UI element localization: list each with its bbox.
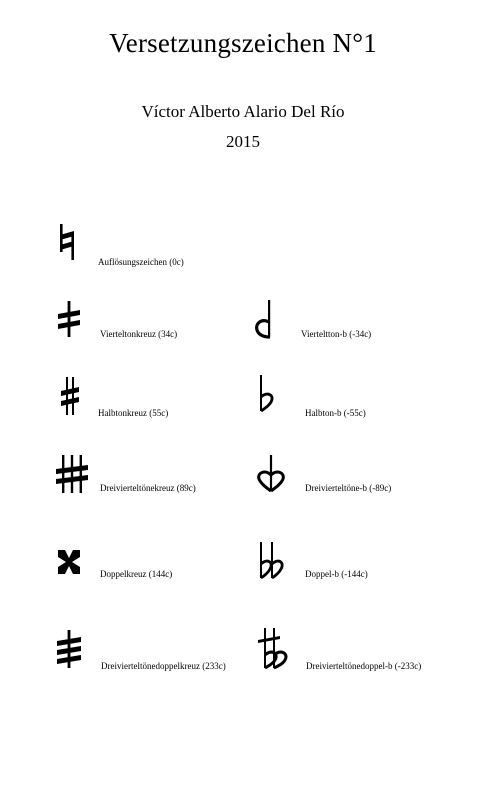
three-quarter-double-flat-icon [258,628,292,668]
three-quarter-double-sharp-label: Dreivierteltönedoppelkreuz (233c) [101,661,226,671]
author-name: Víctor Alberto Alario Del Río [141,102,345,121]
three-quarter-flat-icon [256,455,286,491]
three-quarter-double-sharp-icon [57,630,81,668]
three-quarter-sharp-label: Dreivierteltönekreuz (89c) [100,483,196,493]
double-sharp-label: Doppelkreuz (144c) [100,569,173,579]
year: 2015 [226,132,260,151]
flat-label: Halbton-b (-55c) [305,408,366,418]
three-quarter-sharp-icon [56,455,88,493]
flat-icon [259,375,275,411]
sharp-label: Halbtonkreuz (55c) [98,408,169,418]
quarter-sharp-label: Vierteltonkreuz (34c) [100,329,178,339]
sharp-icon [61,377,79,415]
natural-icon [58,224,78,260]
page-title: Versetzungszeichen N°1 [109,28,377,58]
natural-label: Auflösungszeichen (0c) [98,257,184,267]
three-quarter-double-flat-label: Dreivierteltönedoppel-b (-233c) [306,661,422,671]
double-flat-icon [259,542,285,578]
double-sharp-icon [58,550,80,574]
quarter-flat-icon [255,300,273,338]
quarter-sharp-icon [58,301,80,337]
three-quarter-flat-label: Dreivierteltöne-b (-89c) [305,483,392,493]
quarter-flat-label: Vierteltton-b (-34c) [301,329,372,339]
double-flat-label: Doppel-b (-144c) [305,569,368,579]
